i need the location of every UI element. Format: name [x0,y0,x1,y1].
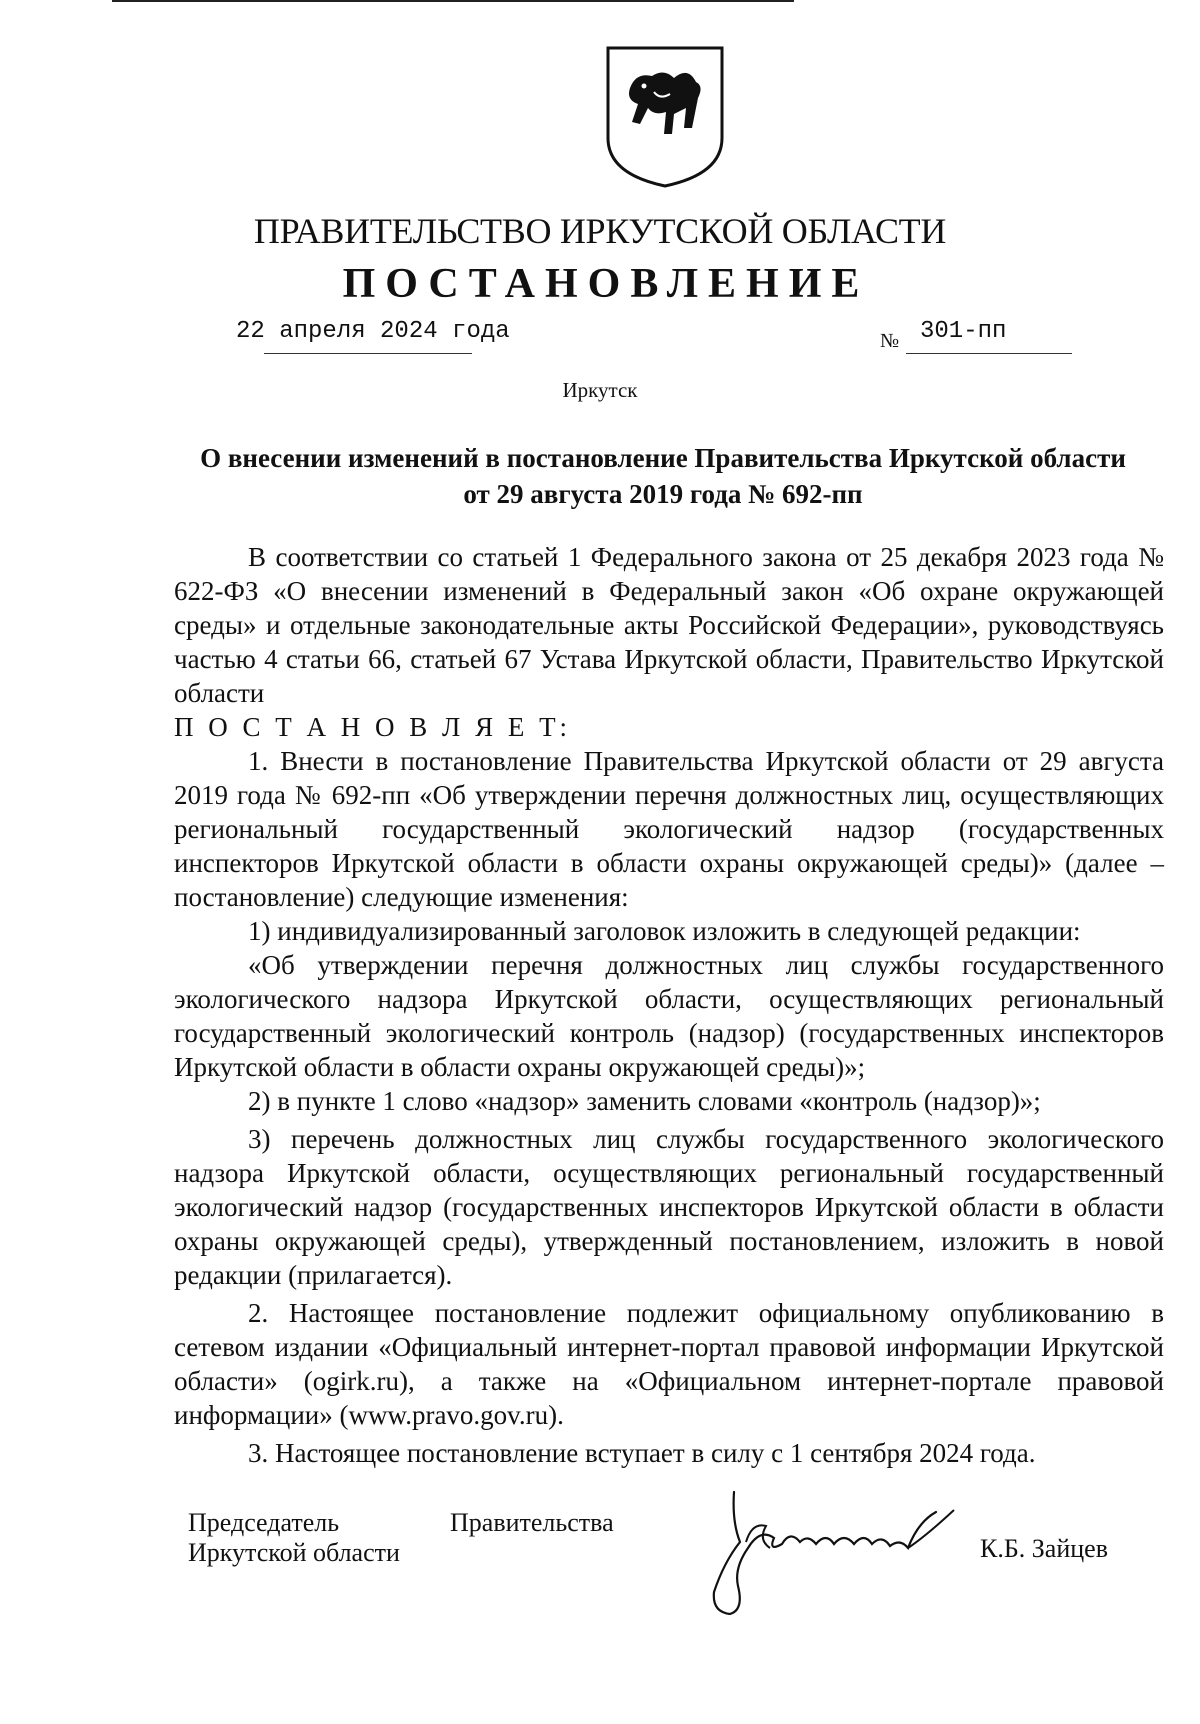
decree-number: 301-пп [920,318,1007,345]
item-1-paragraph: 1. Внести в постановление Правительства Иркутской области от 29 августа 2019 года № 692-пп «Об утверждении перечня должностных лиц, осуществляющих региональный государственный экологический надзор (государственных инспекторов Иркутской области в области охраны окружающей среды)» (далее – постановление) следующие изменения: [174,746,1164,912]
item-1-2-paragraph: 2) в пункте 1 слово «надзор» заменить словами «контроль (надзор)»; [248,1086,1041,1116]
subject-line-2: от 29 августа 2019 года № 692-пп [463,479,863,509]
resolves-heading: П О С Т А Н О В Л Я Е Т: [174,712,572,742]
signatory-position-line-2: Иркутской области [188,1538,400,1567]
item-1-3-paragraph: 3) перечень должностных лиц службы государственного экологического надзора Иркутской области, осуществляющих региональный государственный экологический надзор (государственных инспекторов Иркутской области в области охраны окружающей среды), утвержденный постановлением, изложить в новой редакции (прилагается). [174,1124,1164,1290]
decree-subject [160,440,1166,512]
signatory-name: К.Б. Зайцев [980,1534,1108,1563]
subject-line-1: О внесении изменений в постановление Правительства Иркутской области [200,443,1126,473]
number-sign: № [880,330,900,352]
handwritten-signature [704,1482,974,1622]
item-3-paragraph: 3. Настоящее постановление вступает в силу с 1 сентября 2024 года. [248,1438,1036,1468]
date-underline [264,353,472,354]
government-title: ПРАВИТЕЛЬСТВО ИРКУТСКОЙ ОБЛАСТИ [253,211,947,251]
city-name: Иркутск [562,378,638,402]
item-1-1-paragraph: 1) индивидуализированный заголовок изложить в следующей редакции: [248,916,1081,946]
decree-date: 22 апреля 2024 года [236,318,510,345]
decree-body [174,540,1164,1470]
number-underline [906,353,1072,354]
item-2-paragraph: 2. Настоящее постановление подлежит официальному опубликованию в сетевом издании «Официальный интернет-портал правовой информации Иркутской области» (ogirk.ru), а также на «Официальном интернет-портале правовой информации» (www.pravo.gov.ru). [174,1298,1164,1430]
item-1-1-quote-paragraph: «Об утверждении перечня должностных лиц службы государственного экологического надзора Иркутской области, осуществляющих региональный государственный экологический контроль (надзор) (государственных инспекторов Иркутской области в области охраны окружающей среды)»; [174,950,1164,1082]
signatory-position-government: Правительства [450,1508,614,1537]
coat-of-arms-icon [600,42,730,190]
top-border-line [112,0,794,2]
signatory-position-line-1: Председатель [188,1508,340,1537]
signatory-position [188,1508,400,1568]
preamble-paragraph: В соответствии со статьей 1 Федерального закона от 25 декабря 2023 года № 622-ФЗ «О внесении изменений в Федеральный закон «Об охране окружающей среды» и отдельные законодательные акты Российской Федерации», руководствуясь частью 4 статьи 66, статьей 67 Устава Иркутской области, Правительство Иркутской области [174,542,1164,708]
document-type-title: ПОСТАНОВЛЕНИЕ [342,261,870,307]
